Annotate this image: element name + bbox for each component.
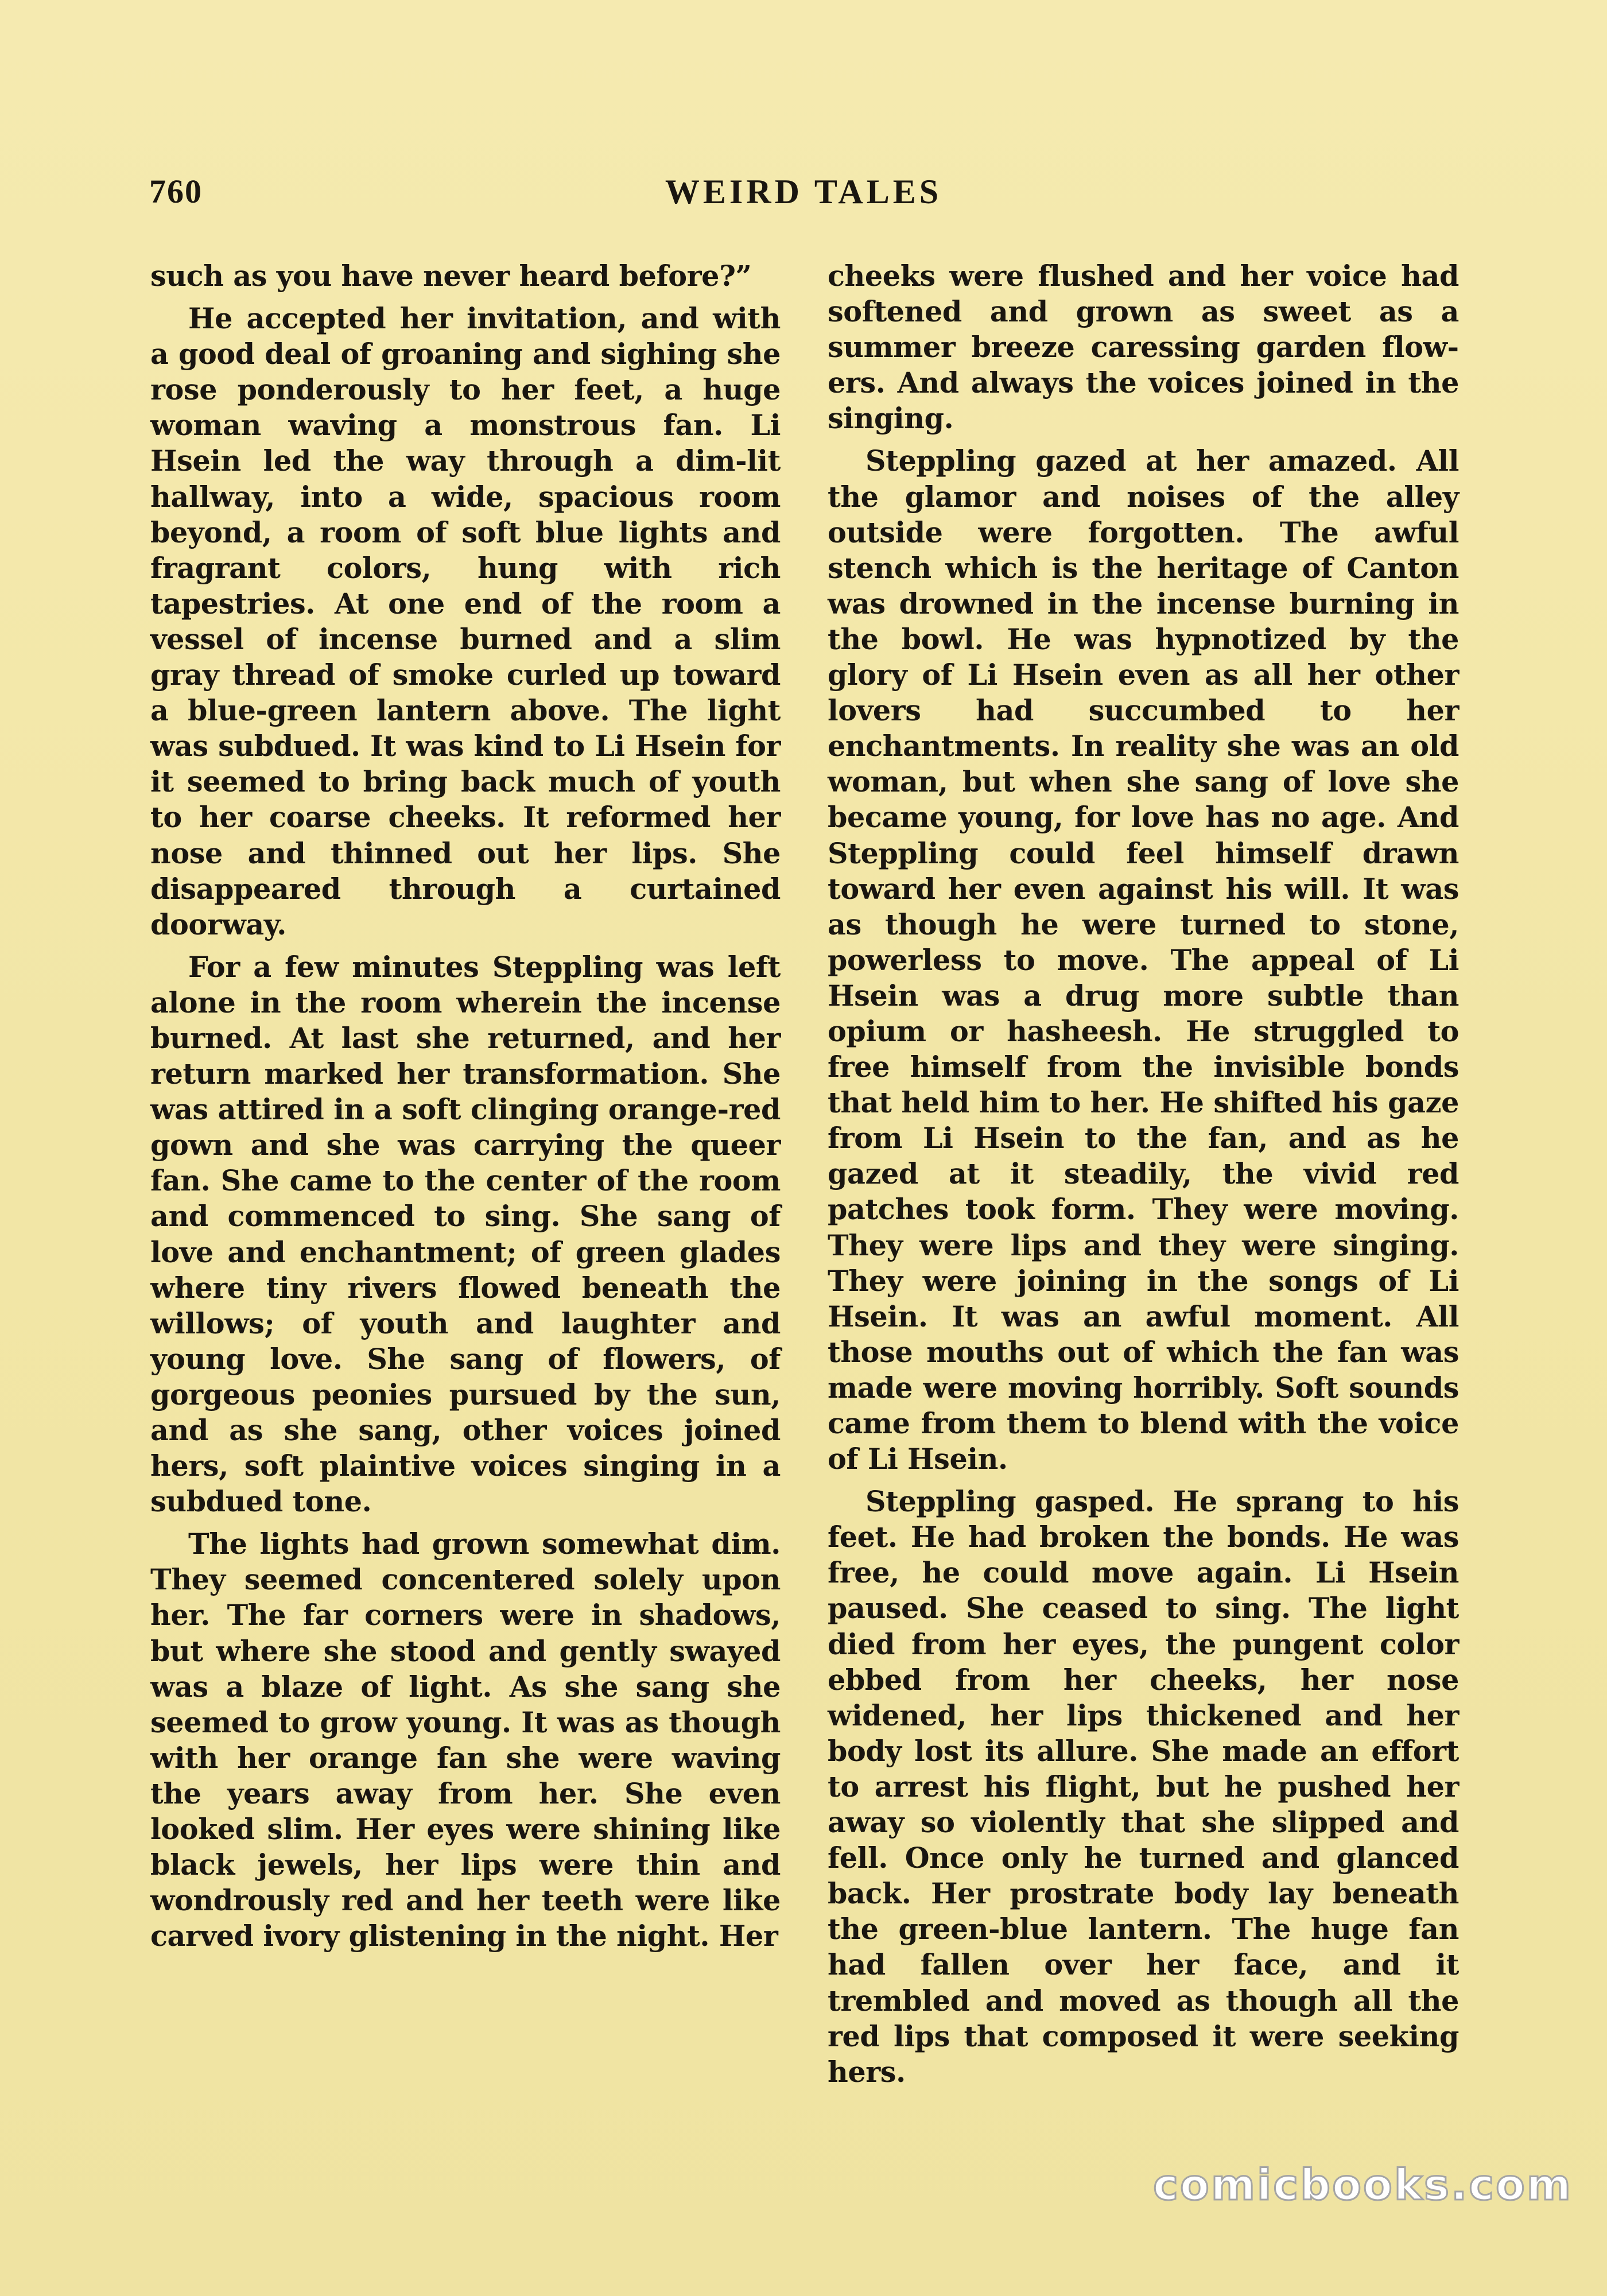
watermark: comicbooks.com bbox=[1153, 2161, 1573, 2210]
paragraph: cheeks were flushed and her voice had softened and grown as sweet as a summer breeze caressing garden flowers. And always the voices joined in the singing. bbox=[828, 259, 1459, 436]
paragraph: such as you have never heard before?” bbox=[150, 259, 752, 293]
left-column bbox=[150, 258, 781, 1954]
page-number: 760 bbox=[149, 173, 203, 210]
paragraph: He accepted her invitation, and with a good deal of groaning and sighing she rose ponderously to her feet, a huge woman waving a monstrous fan. Li Hsein led the way through a dim-lit hallway, into a wide, spacious room beyond, a room of soft blue lights and fragrant colors, hung with rich tapestries. At one end of the room a vessel of incense burned and a slim gray thread of smoke curled up toward a blue-green lantern above. The light was subdued. It was kind to Li Hsein for it seemed to bring back much of youth to her coarse cheeks. It reformed her nose and thinned out her lips. She disappeared through a curtained doorway. bbox=[150, 302, 781, 941]
paragraph: Steppling gasped. He sprang to his feet. He had broken the bonds. He was free, he could move again. Li Hsein paused. She ceased to sing. The light died from her eyes, the pungent color ebbed from her cheeks, her nose widened, her lips thickened and her body lost its allure. She made an effort to arrest his flight, but he pushed her away so violently that she slipped and fell. Once only he turned and glanced back. Her prostrate body lay beneath the green-blue lantern. The huge fan had fallen over her face, and it trembled and moved as though all the red lips that composed it were seeking hers. bbox=[828, 1485, 1459, 2089]
paragraph: The lights had grown somewhat dim. They seemed concentered solely upon her. The far corners were in shadows, but where she stood and gently swayed was a blaze of light. As she sang she seemed to grow young. It was as though with her orange fan she were waving the years away from her. She even looked slim. Her eyes were shining like black jewels, her lips were thin and wondrously red and her teeth were like carved ivory glistening in the night. Her bbox=[150, 1527, 781, 1953]
paragraph: For a few minutes Steppling was left alone in the room wherein the incense burned. At last she returned, and her return marked her transformation. She was attired in a soft clinging orange-red gown and she was carrying the queer fan. She came to the center of the room and commenced to sing. She sang of love and enchantment; of green glades where tiny rivers flowed beneath the willows; of youth and laughter and young love. She sang of flowers, of gorgeous peonies pursued by the sun, and as she sang, other voices joined hers, soft plaintive voices singing in a subdued tone. bbox=[150, 950, 781, 1519]
paragraph: Steppling gazed at her amazed. All the glamor and noises of the alley outside were forgotten. The awful stench which is the heritage of Canton was drowned in the incense burning in the bowl. He was hypnotized by the glory of Li Hsein even as all her other lovers had succumbed to her enchantments. In reality she was an old woman, but when she sang of love she became young, for love has no age. And Steppling could feel himself drawn toward her even against his will. It was as though he were turned to stone, powerless to move. The appeal of Li Hsein was a drug more subtle than opium or hasheesh. He struggled to free himself from the invisible bonds that held him to her. He shifted his gaze from Li Hsein to the fan, and as he gazed at it steadily, the vivid red patches took form. They were moving. They were lips and they were singing. They were joining in the songs of Li Hsein. It was an awful moment. All those mouths out of which the fan was made were moving horribly. Soft sounds came from them to blend with the voice of Li Hsein. bbox=[828, 444, 1459, 1476]
page-header bbox=[149, 172, 1458, 218]
running-title: WEIRD TALES bbox=[665, 173, 942, 211]
right-column bbox=[828, 258, 1459, 2090]
